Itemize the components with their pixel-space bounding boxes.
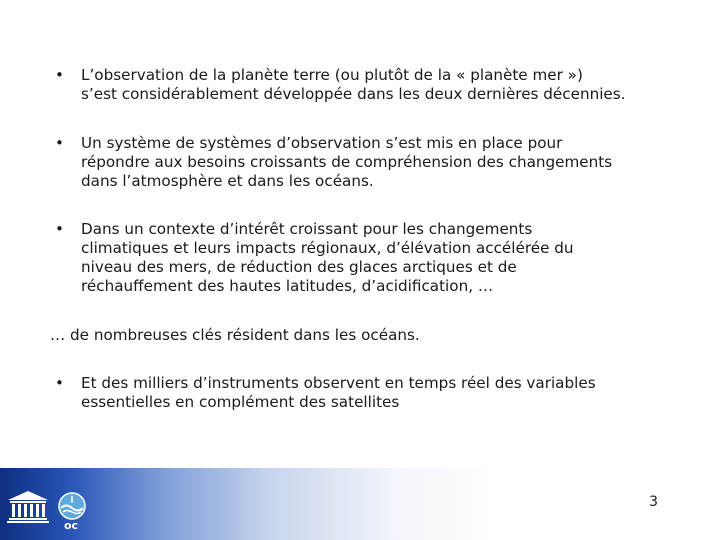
page-number: 3	[649, 494, 658, 510]
bullet-item-1	[55, 66, 655, 104]
bullet-item-4	[55, 374, 655, 412]
bullet-line: »)	[562, 66, 583, 84]
bullet-line: s’est considérablement développée dans les deux dernières décennies.	[81, 85, 626, 103]
bullet-line: répondre aux besoins croissants de compréhension des changements	[81, 153, 613, 171]
bullet-text	[81, 374, 655, 412]
bullet-text	[81, 134, 655, 191]
bullet-text	[81, 66, 655, 104]
bullet-line: réchauffement des hautes latitudes, d’acidification, …	[81, 277, 494, 295]
bullet-marker: •	[55, 374, 64, 392]
bullet-line: s’est mis en place pour	[380, 134, 563, 152]
conclusion-text: … de nombreuses clés résident dans les océans.	[50, 326, 420, 344]
bullet-line: climatiques et leurs impacts régionaux, d’élévation accélérée du	[81, 239, 574, 257]
ioc-logo-label: oc	[64, 519, 79, 532]
bullet-line: dans l’atmosphère et dans les océans.	[81, 172, 374, 190]
bullet-line: Dans un contexte d’intérêt croissant pour les changements	[81, 220, 533, 238]
bullet-line: essentielles en complément des satellites	[81, 393, 400, 411]
emphasis-text: Un système de systèmes d’observation	[81, 134, 381, 152]
bullet-line: L’observation de la planète terre (ou plutôt de la «	[81, 66, 471, 84]
emphasis-text: planète mer	[470, 66, 563, 84]
footer-gradient-band	[0, 468, 720, 540]
bullet-marker: •	[55, 134, 64, 152]
unesco-temple-logo	[6, 489, 50, 525]
bullet-item-3	[55, 220, 655, 296]
ioc-logo	[56, 492, 88, 532]
bullet-marker: •	[55, 220, 64, 238]
bullet-line: Et des milliers d’instruments observent en temps réel des variables	[81, 374, 596, 392]
bullet-marker: •	[55, 66, 64, 84]
bullet-text	[81, 220, 655, 296]
bullet-item-2	[55, 134, 655, 191]
bullet-line: niveau des mers, de réduction des glaces arctiques et de	[81, 258, 517, 276]
